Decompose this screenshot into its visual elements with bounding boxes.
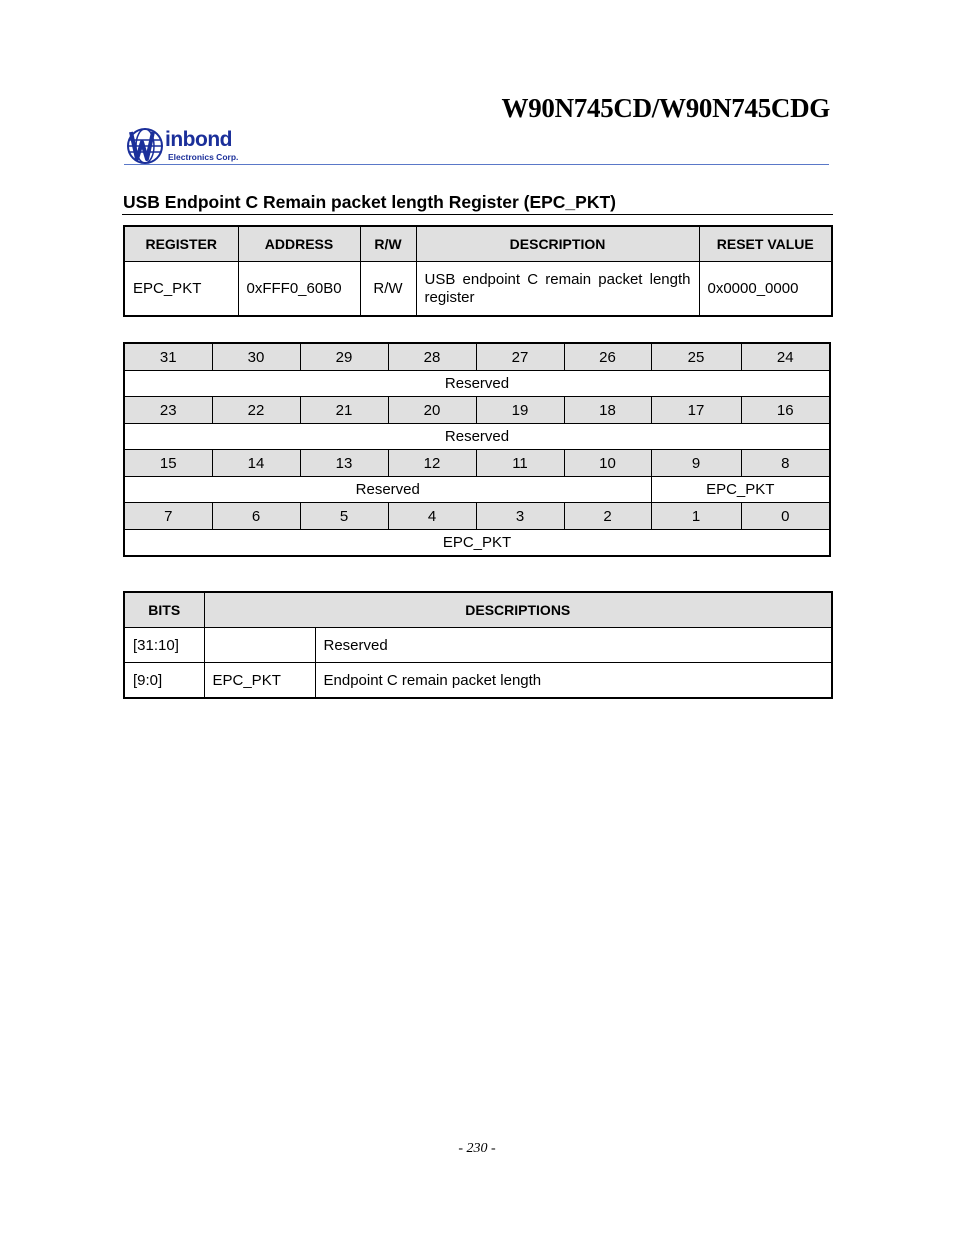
table-row (124, 663, 832, 699)
register-reset-value: 0x0000_0000 (699, 262, 832, 317)
bit-number: 21 (300, 397, 388, 424)
bit-map-table (123, 342, 831, 557)
logo-wordmark: inbond (165, 128, 232, 151)
header-rw: R/W (360, 226, 416, 262)
register-table-header (124, 226, 832, 262)
bit-number: 12 (388, 450, 476, 477)
bit-number: 4 (388, 503, 476, 530)
bit-number-row (124, 343, 830, 371)
bit-number: 5 (300, 503, 388, 530)
bit-number: 13 (300, 450, 388, 477)
bit-number: 11 (476, 450, 564, 477)
bit-field: Reserved (124, 477, 651, 503)
bit-number: 16 (741, 397, 830, 424)
field-description: Endpoint C remain packet length (315, 663, 832, 699)
header-description: DESCRIPTION (416, 226, 699, 262)
bit-number: 27 (476, 343, 564, 371)
bit-number: 20 (388, 397, 476, 424)
bit-number: 30 (212, 343, 300, 371)
table-row (124, 262, 832, 317)
bit-field-row (124, 424, 830, 450)
section-title: USB Endpoint C Remain packet length Register (EPC_PKT) (123, 192, 616, 212)
bit-range: [31:10] (124, 628, 204, 663)
register-table (123, 225, 833, 317)
header-bits: BITS (124, 592, 204, 628)
bit-number-row (124, 397, 830, 424)
register-access: R/W (360, 262, 416, 317)
table-row (124, 628, 832, 663)
register-name: EPC_PKT (124, 262, 238, 317)
bit-field: Reserved (124, 371, 830, 397)
bit-number: 17 (651, 397, 741, 424)
page-number: - 230 - (458, 1141, 496, 1156)
bit-number: 10 (564, 450, 651, 477)
document-title: W90N745CD/W90N745CDG (501, 93, 830, 123)
header-divider (124, 164, 829, 165)
bit-number: 15 (124, 450, 212, 477)
register-description: USB endpoint C remain packet length register (416, 262, 699, 317)
header-descriptions: DESCRIPTIONS (204, 592, 832, 628)
register-address: 0xFFF0_60B0 (238, 262, 360, 317)
bit-number: 22 (212, 397, 300, 424)
bit-number: 2 (564, 503, 651, 530)
bit-field: EPC_PKT (651, 477, 830, 503)
header-register: REGISTER (124, 226, 238, 262)
bit-field-row (124, 530, 830, 557)
bit-number: 1 (651, 503, 741, 530)
bit-number: 0 (741, 503, 830, 530)
bit-number: 25 (651, 343, 741, 371)
bit-number-row (124, 450, 830, 477)
bit-number: 9 (651, 450, 741, 477)
bit-range: [9:0] (124, 663, 204, 699)
bit-number-row (124, 503, 830, 530)
logo-subtitle: Electronics Corp. (168, 152, 239, 162)
bit-number: 23 (124, 397, 212, 424)
bit-field: EPC_PKT (124, 530, 830, 557)
winbond-globe-icon (126, 126, 164, 164)
bit-number: 31 (124, 343, 212, 371)
header-address: ADDRESS (238, 226, 360, 262)
bit-number: 8 (741, 450, 830, 477)
bit-number: 14 (212, 450, 300, 477)
bit-number: 19 (476, 397, 564, 424)
bit-number: 24 (741, 343, 830, 371)
bit-number: 6 (212, 503, 300, 530)
bit-number: 28 (388, 343, 476, 371)
bit-number: 26 (564, 343, 651, 371)
bit-field: Reserved (124, 424, 830, 450)
section-divider (122, 214, 833, 215)
bit-description-table (123, 591, 833, 699)
header-reset-value: RESET VALUE (699, 226, 832, 262)
bit-number: 7 (124, 503, 212, 530)
description-table-header (124, 592, 832, 628)
bit-number: 3 (476, 503, 564, 530)
bit-field-row (124, 371, 830, 397)
bit-number: 18 (564, 397, 651, 424)
field-name (204, 628, 315, 663)
winbond-logo (126, 126, 266, 166)
bit-field-row (124, 477, 830, 503)
bit-number: 29 (300, 343, 388, 371)
field-name: EPC_PKT (204, 663, 315, 699)
field-description: Reserved (315, 628, 832, 663)
